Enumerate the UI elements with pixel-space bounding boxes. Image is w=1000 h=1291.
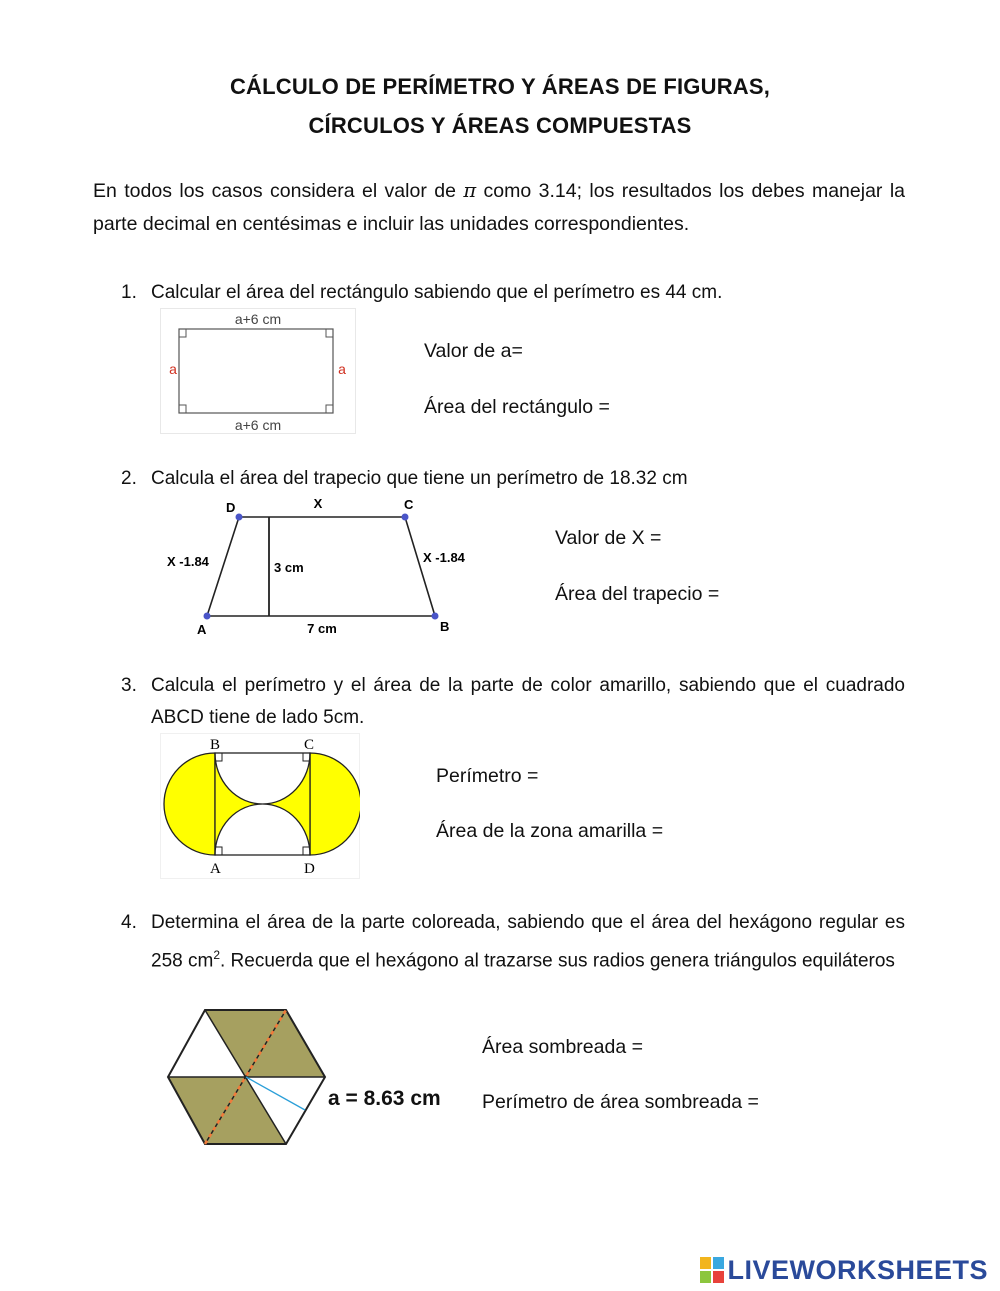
vertex-a-label: A bbox=[210, 861, 221, 877]
trapezoid-right-label: X -1.84 bbox=[423, 550, 465, 565]
vertex-d-label: D bbox=[226, 500, 236, 515]
trapezoid-shape bbox=[207, 517, 435, 616]
vertex-c-label: C bbox=[404, 497, 414, 512]
trapezoid-figure bbox=[160, 492, 490, 642]
question-1-text: Calcular el área del rectángulo sabiendo que el perímetro es 44 cm. bbox=[151, 282, 723, 303]
point-b bbox=[432, 613, 439, 620]
question-4-text-2: . Recuerda que el hexágono al trazarse sus radios genera triángulos equiláteros bbox=[220, 950, 895, 972]
question-4-number: 4. bbox=[121, 912, 137, 933]
logo-blocks-icon bbox=[700, 1257, 724, 1283]
rectangle-bottom-label: a+6 cm bbox=[234, 417, 282, 433]
pi-symbol: π bbox=[463, 179, 477, 202]
trapezoid-left-label: X -1.84 bbox=[167, 554, 209, 569]
answer-3b-label[interactable]: Área de la zona amarilla = bbox=[436, 820, 664, 842]
point-d bbox=[236, 514, 243, 521]
left-yellow-semicircle bbox=[164, 753, 215, 855]
rectangle-right-label: a bbox=[338, 361, 346, 377]
answer-4b-label[interactable]: Perímetro de área sombreada = bbox=[482, 1091, 759, 1113]
logo-text: LIVEWORKSHEETS bbox=[727, 1254, 988, 1285]
instructions-paragraph bbox=[93, 174, 905, 241]
vertex-d-label: D bbox=[304, 861, 315, 877]
rectangle-top-label: a+6 cm bbox=[234, 311, 282, 327]
point-c bbox=[402, 514, 409, 521]
vertex-c-label: C bbox=[304, 737, 315, 753]
question-3-text: Calcula el perímetro y el área de la parte de color amarillo, sabiendo que el cuadrado ABCD tiene de lado 5cm. bbox=[151, 675, 905, 728]
liveworksheets-logo[interactable] bbox=[700, 1252, 988, 1288]
rectangle-left-label: a bbox=[169, 361, 177, 377]
rectangle-figure bbox=[160, 308, 356, 434]
square-circles-figure bbox=[160, 733, 360, 879]
point-a bbox=[204, 613, 211, 620]
question-4-text bbox=[151, 907, 905, 977]
trapezoid-base-label: 7 cm bbox=[307, 621, 337, 636]
instructions-text-1: En todos los casos considera el valor de bbox=[93, 180, 464, 202]
instructions-text-2: como 3.14; los resultados los debes manejar la parte decimal en centésimas e incluir las unidades correspondientes. bbox=[93, 180, 905, 235]
rectangle-shape bbox=[179, 329, 333, 413]
answer-1b-label[interactable]: Área del rectángulo = bbox=[424, 396, 610, 418]
answer-3a-label[interactable]: Perímetro = bbox=[436, 765, 539, 787]
question-2-number: 2. bbox=[121, 468, 137, 489]
question-2-text: Calcula el área del trapecio que tiene un perímetro de 18.32 cm bbox=[151, 468, 688, 489]
page-title-line-1: CÁLCULO DE PERÍMETRO Y ÁREAS DE FIGURAS, bbox=[229, 74, 771, 99]
answer-1a-label[interactable]: Valor de a= bbox=[424, 340, 523, 362]
vertex-a-label: A bbox=[197, 622, 207, 637]
answer-2a-label[interactable]: Valor de X = bbox=[555, 527, 662, 549]
right-angle-marks bbox=[179, 329, 333, 413]
figure-frame bbox=[161, 309, 356, 434]
apothem-label: a = 8.63 cm bbox=[328, 1087, 441, 1110]
hexagon-figure bbox=[164, 1008, 328, 1148]
trapezoid-top-label: X bbox=[313, 496, 323, 511]
question-1-number: 1. bbox=[121, 282, 137, 303]
question-4-superscript: 2 bbox=[213, 948, 220, 962]
answer-4a-label[interactable]: Área sombreada = bbox=[482, 1036, 643, 1058]
page-title-line-2: CÍRCULOS Y ÁREAS COMPUESTAS bbox=[308, 113, 692, 138]
vertex-b-label: B bbox=[210, 737, 221, 753]
question-4-text-1: Determina el área de la parte coloreada, sabiendo que el área del hexágono regular es 258 cm bbox=[151, 912, 905, 972]
question-3-number: 3. bbox=[121, 675, 137, 696]
trapezoid-height-label: 3 cm bbox=[274, 560, 304, 575]
vertex-b-label: B bbox=[440, 619, 450, 634]
answer-2b-label[interactable]: Área del trapecio = bbox=[555, 583, 720, 605]
right-yellow-semicircle bbox=[310, 753, 360, 855]
